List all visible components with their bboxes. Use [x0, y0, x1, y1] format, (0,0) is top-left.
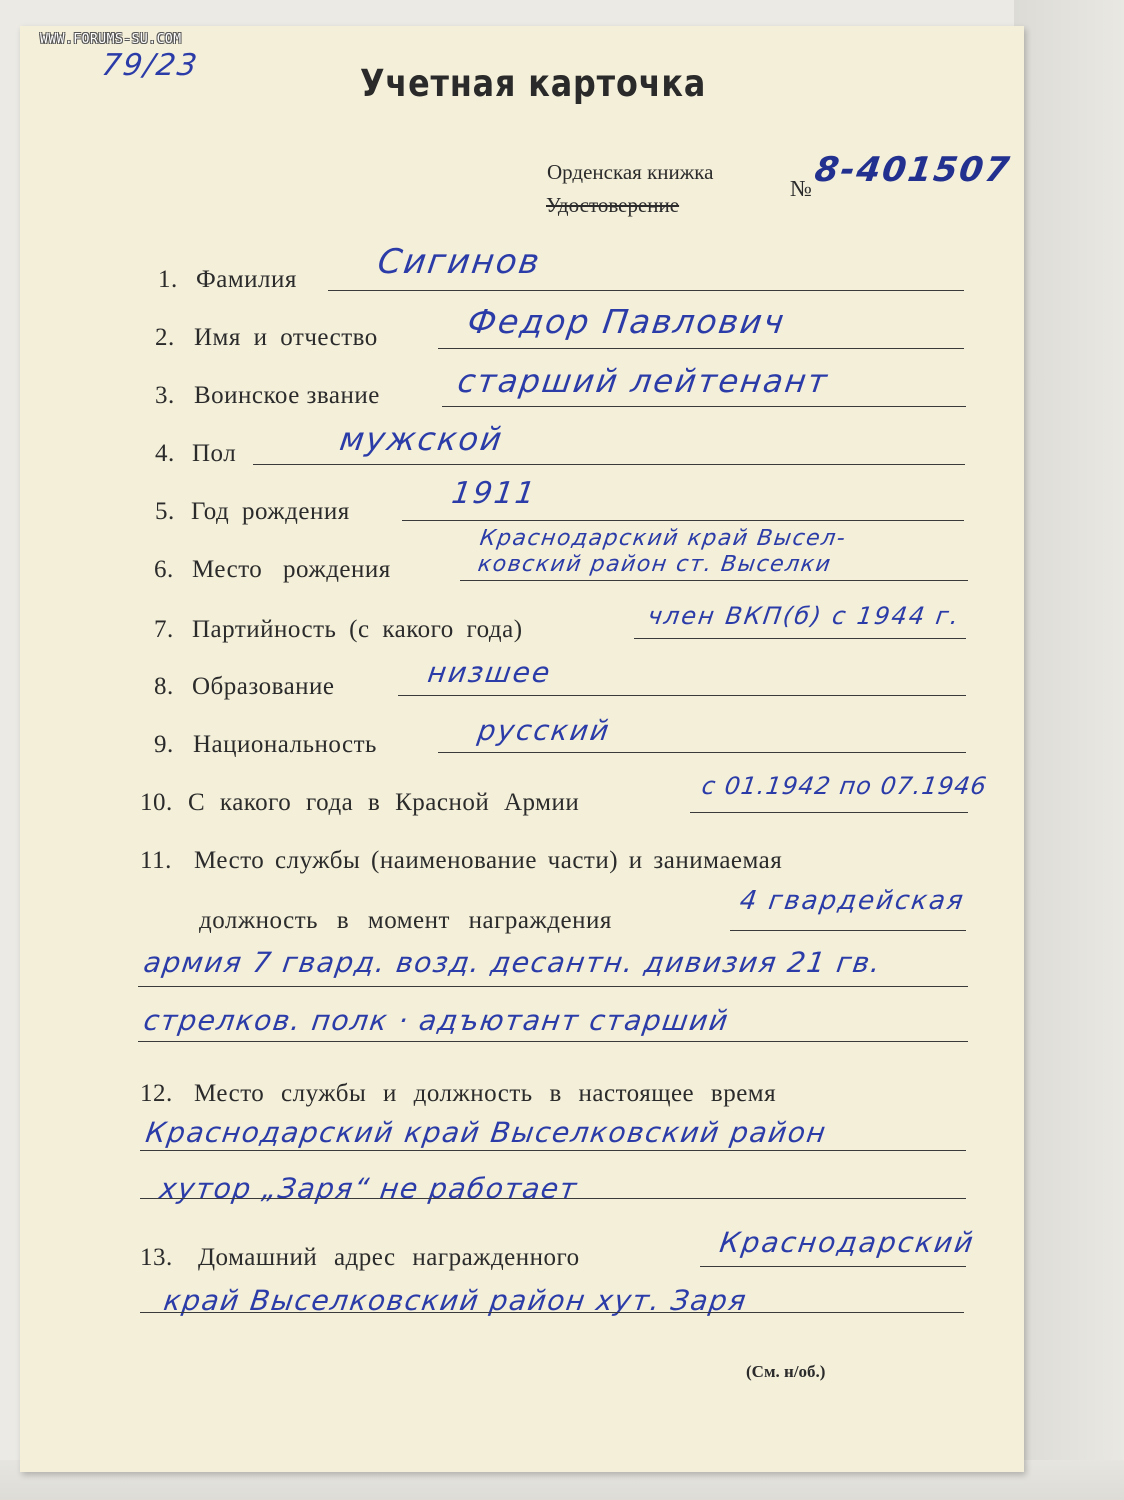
field-13-value-line2: край Выселковский район хут. Заря [161, 1284, 750, 1317]
field-2-value: Федор Павлович [465, 302, 789, 341]
field-11-line2 [138, 986, 968, 987]
field-11-label-line2: должность в момент награждения [199, 907, 612, 934]
field-4-value: мужской [337, 420, 506, 458]
field-8-value: низшее [425, 656, 554, 689]
background-right [1014, 0, 1124, 1500]
field-4-label: Пол [192, 440, 237, 467]
field-6-num: 6. [154, 556, 174, 583]
field-9-num: 9. [154, 731, 174, 758]
field-1-value: Сигинов [375, 242, 544, 282]
field-7-line [634, 638, 966, 639]
field-2-label: Имя и отчество [194, 324, 378, 351]
field-12-value-line2: хутор „Заря“ не работает [157, 1172, 580, 1205]
field-11-value-line1: 4 гвардейская [737, 886, 967, 916]
footer-note: (См. н/об.) [746, 1362, 826, 1381]
order-book-label: Орденская книжка [547, 160, 714, 184]
field-1-label: Фамилия [196, 266, 297, 293]
field-6-value-line2: ковский район ст. Выселки [476, 552, 834, 577]
field-8-line [398, 695, 966, 696]
field-9-line [438, 752, 966, 753]
field-13-line2 [140, 1312, 964, 1313]
field-5-label: Год рождения [191, 498, 350, 525]
field-12-value-line1: Краснодарский край Выселковский район [143, 1116, 829, 1149]
field-4-num: 4. [155, 440, 175, 467]
field-8-num: 8. [154, 673, 174, 700]
field-3-value: старший лейтенант [455, 362, 832, 400]
field-7-num: 7. [154, 616, 174, 643]
watermark: WWW.FORUMS-SU.COM [40, 32, 182, 47]
field-3-label: Воинское звание [194, 382, 380, 409]
certificate-label: Удостоверение [546, 193, 680, 217]
field-13-label: Домашний адрес награжденного [198, 1244, 580, 1271]
field-11-label-line1: Место службы (наименование части) и занимаемая [194, 847, 783, 874]
number-sign: № [790, 176, 812, 201]
field-7-value: член ВКП(б) с 1944 г. [646, 602, 963, 630]
field-10-num: 10. [140, 789, 173, 816]
field-6-value-line1: Краснодарский край Высел- [478, 526, 849, 551]
field-1-num: 1. [158, 266, 178, 293]
field-9-label: Национальность [193, 731, 377, 758]
field-5-value: 1911 [449, 476, 539, 511]
order-book-number: 8-401507 [812, 150, 1014, 190]
field-12-num: 12. [140, 1080, 173, 1107]
field-12-line2 [140, 1198, 966, 1199]
field-6-label: Место рождения [192, 556, 391, 583]
field-13-num: 13. [140, 1244, 173, 1271]
field-11-line3 [138, 1041, 968, 1042]
field-10-value: с 01.1942 по 07.1946 [700, 772, 989, 800]
field-11-line1 [730, 930, 966, 931]
field-13-value-line1: Краснодарский [717, 1226, 977, 1259]
field-9-value: русский [475, 714, 613, 747]
field-7-label: Партийность (с какого года) [192, 616, 523, 643]
field-10-line [690, 812, 968, 813]
field-6-line [460, 580, 968, 581]
field-12-label: Место службы и должность в настоящее время [194, 1080, 777, 1107]
field-8-label: Образование [192, 673, 335, 700]
field-3-num: 3. [155, 382, 175, 409]
field-5-num: 5. [155, 498, 175, 525]
card-title: Учетная карточка [360, 62, 707, 105]
field-12-line1 [140, 1150, 966, 1151]
field-10-label: С какого года в Красной Армии [188, 789, 580, 816]
field-4-line [253, 464, 965, 465]
field-13-line1 [700, 1266, 966, 1267]
field-1-line [328, 290, 964, 291]
field-11-value-line2: армия 7 гвард. возд. десантн. дивизия 21 гв. [141, 946, 884, 979]
field-11-value-line3: стрелков. полк · адъютант старший [141, 1004, 732, 1037]
field-3-line [442, 406, 966, 407]
field-2-num: 2. [155, 324, 175, 351]
field-11-num: 11. [140, 847, 172, 874]
corner-note: 79/23 [99, 48, 201, 83]
field-5-line [402, 520, 964, 521]
field-2-line [438, 348, 964, 349]
